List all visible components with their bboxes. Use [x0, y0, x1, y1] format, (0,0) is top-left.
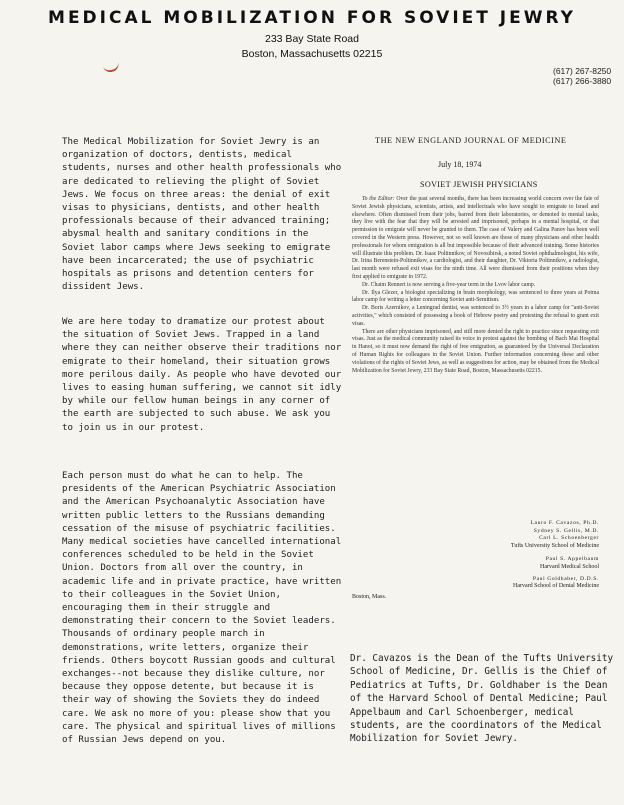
- signer-affiliation: Tufts University School of Medicine: [510, 542, 599, 549]
- article-paragraph: Dr. Boris Azernikov, a Leningrad dentist, was sentenced to 3½ years in a labor camp for "anti-Soviet activities," which consisted of possessing a book of Hebrew poetry and protesting the refusal to grant exit visas.: [352, 305, 599, 327]
- paragraph-text: The Medical Mobilization for Soviet Jewry is an organization of doctors, dentists, medical students, nurses and other health professionals who are dedicated to relieving the plight of Soviet Jews. We focus on three areas: the denial of exit visas to physicians, dentists, and other health professionals because of their advanced training; abysmal health and sanitary conditions in the Soviet labor camps where Jews seeking to emigrate have been incarcerated; the use of psychiatric hospitals as prisons and detention centers for dissident Jews.: [62, 137, 342, 293]
- signer-affiliation: Harvard School of Dental Medicine: [513, 583, 599, 590]
- signature-location: Boston, Mass.: [352, 594, 387, 600]
- journal-date: July 18, 1974: [438, 160, 482, 169]
- letterhead-title: MEDICAL MOBILIZATION FOR SOVIET JEWRY: [48, 8, 576, 28]
- coordinators-note: [350, 652, 618, 746]
- phone-number-1: (617) 267-8250: [553, 66, 612, 76]
- action-paragraph: [62, 470, 344, 747]
- intro-paragraph: [62, 136, 344, 294]
- signer-name: Paul Goldhaber, D.D.S.: [532, 575, 599, 582]
- phone-number-2: (617) 266-3880: [553, 76, 612, 86]
- article-paragraph: There are other physicians imprisoned, and still more denied the right to practice since requesting exit visas. Just as the medical community raised its voice in protest against the bombing of Bach Mai Hospital in Hanoi, so it must now demand the right of free emigration, as guaranteed by the Universal Declaration of Human Rights for colleagues in the Soviet Union. Further information concerning these and other violations of the rights of Soviet Jews, as well as suggestions for action, may be obtained from the Medical Mobilization for Soviet Jewry, 233 Bay State Road, Boston, Massachusetts 02215.: [352, 328, 599, 374]
- signer-name: Sydney S. Gellis, M.D.: [533, 527, 599, 534]
- protest-paragraph: [62, 316, 344, 435]
- journal-name: THE NEW ENGLAND JOURNAL OF MEDICINE: [375, 136, 567, 145]
- editor-salutation: To the Editor:: [362, 196, 395, 202]
- article-heading: SOVIET JEWISH PHYSICIANS: [420, 180, 538, 189]
- signer-name: Lauro F. Cavazos, Ph.D.: [530, 520, 599, 526]
- article-paragraph: Over the past several months, there has been increasing world concern over the fate of Soviet Jewish physicians, scientists, artists, and intellectuals who have sought to emigrate to Israel and elsewhere. Often dismissed from their jobs, barred from their laboratories, or demoted to menial tasks, they live with the fear that they will be arrested and imprisoned, perhaps in a mental hospital, or that permission to emigrate will never be granted to them. The case of Valery and Galina Panov has been well covered in the Western press. However, not so well known are those of many physicians and other health professionals for whom emigration is all but impossible because of their advanced training. Some histories will illustrate this problem. Dr. Isaac Poltinnikov, of Novosibirsk, a noted Soviet ophthalmologist, his wife, Dr. Irina Berenstein-Poltinnikov, a cardiologist, and their daughter, Dr. Viktoria Poltinnikov, a radiologist, last month were refused exit visas for the ninth time. All were dismissed from their positions when they first applied to emigrate in 1972.: [352, 196, 599, 280]
- signer-name: Paul S. Appelbaum: [545, 556, 599, 563]
- article-paragraph: Dr. Chaim Rennert is now serving a five-year term in the Lvov labor camp.: [362, 281, 536, 288]
- letterhead-address-line2: Boston, Massachusetts 02215: [241, 48, 383, 60]
- signer-name: Carl L. Schoenberger: [539, 535, 599, 542]
- paragraph-text: We are here today to dramatize our protest about the situation of Soviet Jews. Trapped in a land where they can neither observe their traditions nor emigrate to their homeland, their situation grows more perilous daily. As people who have devoted our lives to easing human suffering, we cannot sit idly by while our fellow human beings in any corner of the earth are subjected to such abuse. We ask you to join us in our protest.: [62, 317, 342, 433]
- signer-affiliation: Harvard Medical School: [540, 563, 599, 570]
- paragraph-text: Dr. Cavazos is the Dean of the Tufts University School of Medicine, Dr. Gellis is the Chief of Pediatrics at Tufts, Dr. Goldhaber is the Dean of the Harvard School of Dental Medicine; Paul Appelbaum and Carl Schoenberger, medical students, are the coordinators of the Medical Mobilization for Soviet Jewry.: [350, 653, 614, 745]
- signature-block: [352, 520, 599, 591]
- letterhead-address-line1: 233 Bay State Road: [265, 33, 359, 45]
- article-paragraph: Dr. Ilya Glezer, a biologist specializing in brain morphology, was sentenced to three years at Potma labor camp for writing a letter concerning Soviet anti-Semitism.: [352, 289, 599, 304]
- article-body: [352, 196, 599, 375]
- paragraph-text: Each person must do what he can to help. The presidents of the American Psychiatric Association and the American Psychoanalytic Association have written public letters to the Russians demanding cessation of the misuse of psychiatric facilities. Many medical societies have cancelled international conferences scheduled to be held in the Soviet Union. Doctors from all over the country, in academic life and in private practice, have written to their colleagues in the Soviet Union, encouraging them in their struggle and demonstrating their concern to the Soviet leaders. Thousands of ordinary people march in demonstrations, write letters, organize their friends. Others boycott Russian goods and cultural exchanges--not because they dislike culture, nor because they oppose detente, but because it is their way of showing the Soviets they do indeed care. We ask no more of you: please show that you care. The physical and spiritual lives of millions of Russian Jews depend on you.: [62, 471, 342, 746]
- pen-mark: [102, 58, 121, 74]
